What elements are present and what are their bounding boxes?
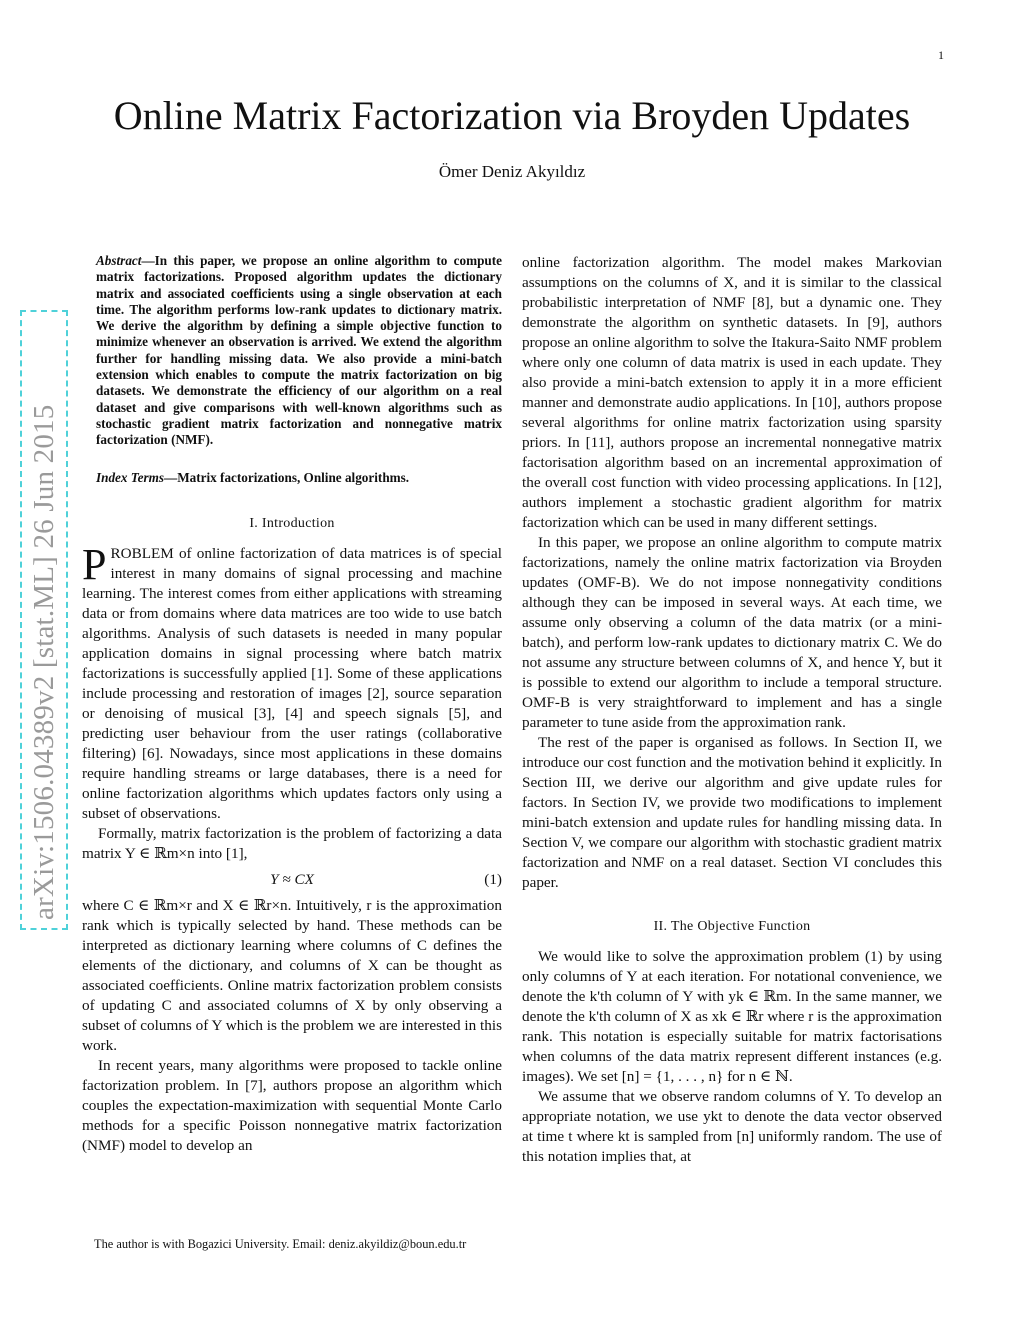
abstract-text: —In this paper, we propose an online algorithm to compute matrix factorizations. Proposed algorithm updates the dictionary matrix and associated coefficients using a single observation at each time. The algorithm performs low-rank updates to dictionary matrix. We derive the algorithm by defining a simple objective function to minimize whenever an observation is arrived. We extend the algorithm further for handling missing data. We also provide a mini-batch extension which enables to compute the matrix factorization on big datasets. We demonstrate the efficiency of our algorithm on a real dataset and give comparisons with well-known algorithms such as stochastic gradient matrix factorization and nonnegative matrix factorization (NMF). [96, 253, 502, 448]
author-footnote: The author is with Bogazici University. Email: deniz.akyildiz@boun.edu.tr [94, 1237, 467, 1251]
index-terms-text: —Matrix factorizations, Online algorithms. [164, 469, 410, 485]
arxiv-identifier[interactable]: arXiv:1506.04389v2 [stat.ML] 26 Jun 2015 [20, 310, 68, 930]
intro-paragraph-3: where C ∈ ℝm×r and X ∈ ℝr×n. Intuitively, r is the approximation rank which is typically selected by hand. These methods can be interpreted as dictionary learning where columns of C defines the elements of the dictionary, and columns of X can be thought as associated coefficients. Online matrix factorization problem consists of updating C and associated columns of X by only observing a subset of columns of Y which is the problem we are interested in this work. [82, 896, 502, 1054]
page-number: 1 [938, 48, 944, 62]
paper-title: Online Matrix Factorization via Broyden Updates [113, 93, 911, 138]
right-paragraph-1: online factorization algorithm. The model makes Markovian assumptions on the columns of X, and it is similar to the classical probabilistic interpretation of NMF [8], but a dynamic one. They demonstrate the algorithm on synthetic datasets. In [9], authors propose an online algorithm to solve the Itakura-Saito NMF problem where only one column of data matrix is used in each update. They also provide a mini-batch extension to apply it in a more efficient manner and demonstrate audio applications. In [10], authors propose several algorithms for online matrix factorization using sparsity priors. In [11], authors propose an incremental nonnegative matrix factorisation algorithm based on an incremental approximation of the overall cost function with video processing applications. In [12], authors implement a stochastic gradient algorithm for matrix factorization which can be used in many different settings. [522, 254, 942, 531]
objective-paragraph-2: We assume that we observe random columns of Y. To develop an appropriate notation, we use ykt to denote the data vector observed at time t where kt is sampled from [n] uniformly random. The use of this notation implies that, at [522, 1088, 942, 1165]
left-column [82, 253, 502, 1156]
paper-author: Ömer Deniz Akyıldız [438, 162, 586, 181]
right-paragraph-2: In this paper, we propose an online algorithm to compute matrix factorizations, namely the online matrix factorization via Broyden updates (OMF-B). We do not impose nonnegativity conditions although they can be imposed in several ways. At each time, we assume only observing a column of the data matrix (or a mini-batch), and perform low-rank updates to dictionary matrix C. We do not assume any structure between columns of X, and hence Y, but it is possible to extend our algorithm to include a temporal structure. OMF-B is very straightforward to implement and has a single parameter to tune aside from the approximation rank. [522, 534, 942, 731]
intro-paragraph-1 [82, 539, 502, 824]
intro-paragraph-2: Formally, matrix factorization is the problem of factorizing a data matrix Y ∈ ℝm×n into [1], [82, 824, 502, 862]
intro-paragraph-4: In recent years, many algorithms were proposed to tackle online factorization problem. In [7], authors propose an algorithm which couples the expectation-maximization with sequential Monte Carlo methods for a specific Poisson nonnegative matrix factorization (NMF) model to develop an [82, 1056, 502, 1154]
abstract [96, 253, 502, 449]
section-heading-introduction: I. Introduction [249, 515, 335, 531]
dropcap-letter: P [82, 539, 107, 589]
equation-1-number: (1) [484, 870, 502, 888]
index-terms-lead: Index Terms [96, 469, 165, 485]
equation-1 [82, 870, 502, 890]
equation-1-body: Y ≈ CX [270, 870, 314, 888]
right-column [522, 253, 942, 1167]
intro-paragraph-1-text: ROBLEM of online factorization of data matrices is of special interest in many domains of signal processing and machine learning. The interest comes from either applications with streaming data or from domains where data matrices are too wide to use batch algorithms. Analysis of such datasets is needed in many popular application domains in signal processing where batch matrix factorizations is successfully applied [1]. Some of these applications include processing and restoration of images [2], source separation or denoising of musical [3], [4] and speech signals [5], and predicting user behaviour from the user ratings (collaborative filtering) [6]. Nowadays, since most applications in these domains require handling streams or large databases, there is a need for online factorization algorithms which updates factors only using a subset of observations. [82, 544, 502, 822]
right-paragraph-3: The rest of the paper is organised as follows. In Section II, we introduce our cost function and the motivation behind it explicitly. In Section III, we derive our algorithm and give update rules for factors. In Section IV, we provide two modifications to implement mini-batch extension and update rules for handling missing data. In Section V, we compare our algorithm with stochastic gradient matrix factorization and NMF on a real dataset. Section VI concludes this paper. [522, 734, 942, 891]
objective-paragraph-1: We would like to solve the approximation problem (1) by using only columns of Y at each iteration. For notational convenience, we denote the k'th column of Y with yk ∈ ℝm. In the same manner, we denote the k'th column of X as xk ∈ ℝr where r is the approximation rank. This notation is especially suitable for matrix factorisations when columns of the data matrix represent different instances (e.g. images). We set [n] = {1, . . . , n} for n ∈ ℕ. [522, 948, 942, 1085]
abstract-lead: Abstract [96, 253, 142, 268]
section-heading-objective: II. The Objective Function [653, 919, 811, 934]
index-terms [96, 468, 502, 488]
